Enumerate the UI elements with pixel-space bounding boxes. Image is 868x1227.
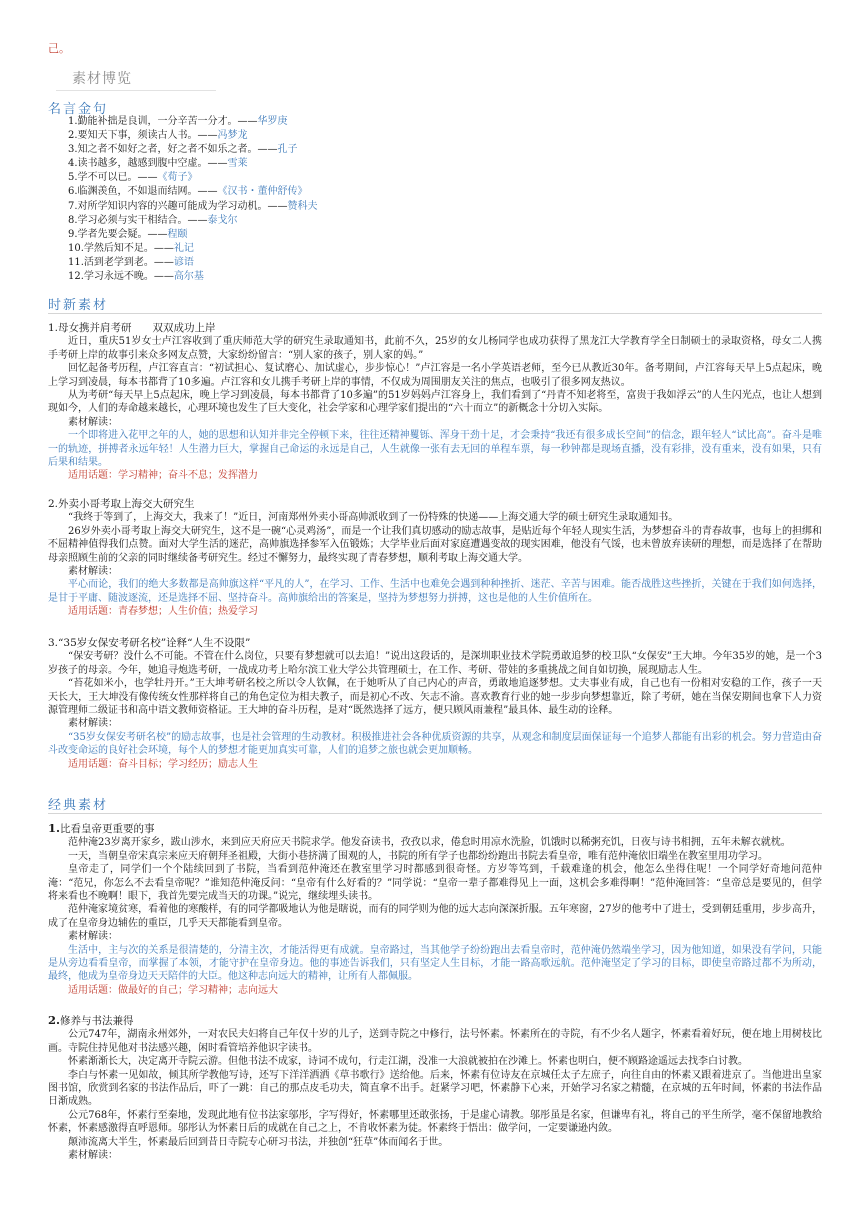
quote-item <box>68 200 788 214</box>
article-paragraph: 怀素渐渐长大，决定离开寺院云游。但他书法不成家，诗词不成句，行走江湖，没准一大浪就被拍在沙滩上。怀素也明白，便不顾路途遥远去找李白讨教。 <box>68 1056 748 1068</box>
article-title-text: 修养与书法兼得 <box>60 1015 134 1027</box>
topics-text: 适用话题：奋斗目标；学习经历；励志人生 <box>68 758 258 770</box>
article-title <box>48 822 822 836</box>
quote-source: 华罗庚 <box>257 116 288 127</box>
quote-item <box>68 228 788 242</box>
article-paragraph: 回忆起备考历程，卢江容直言：“初试担心、复试磨心、加试虚心，步步惊心！”卢江容是一名小学英语老师，至今已从教近30年。备考期间，卢江容每天早上5点起床，晚上学习到凌晨，每本书都背了10多遍。卢江容和女儿携手考研上岸的事情，不仅成为周围朋友关注的焦点，也吸引了很多网友热议。 <box>48 363 822 388</box>
quote-item <box>68 256 788 270</box>
analysis-text: 平心而论，我们的绝大多数都是高帅旗这样“平凡的人”，在学习、工作、生活中也难免会遇到种种挫折、迷茫、辛苦与困难。能否战胜这些挫折，关键在于我们如何选择，是甘于平庸、随波逐流，还是选择不屈、坚持奋斗。高帅旗给出的答案是，坚持为梦想努力拼搏，这也是他的人生价值所在。 <box>48 579 822 604</box>
quote-item <box>68 129 788 143</box>
quote-item <box>68 270 788 284</box>
quote-text: 6.临渊羡鱼，不如退而结网。—— <box>68 186 218 198</box>
quote-item <box>68 185 788 199</box>
article-paragraph: 26岁外卖小哥考取上海交大研究生，这不是一碗“心灵鸡汤”，而是一个让我们真切感动的励志故事，是贴近每个年轻人现实生活，为梦想奋斗的青春故事，也每上的担绑和不屈精神值得我们点赞。面对大学生活的迷茫，高帅旗选择参军入伍锻炼；大学毕业后面对家庭遭遇变故的现实困难，他没有气馁，也未曾放弃读研的理想，而是选择了在帮助母亲照顾生前的父亲的同时继续备考研究生。经过不懈努力，最终实现了青春梦想，顺利考取上海交通大学。 <box>48 525 822 564</box>
quote-text: 2.要知天下事，须读古人书。—— <box>68 130 218 142</box>
quote-item <box>68 143 788 157</box>
article-paragraph: “我终于等到了，上海交大，我来了！”近日，河南郑州外卖小哥高帅派收到了一份特殊的快递——上海交通大学的硕士研究生录取通知书。 <box>68 512 679 524</box>
quote-source: 《汉书・董仲舒传》 <box>217 186 308 198</box>
quote-source: 礼记 <box>173 242 194 254</box>
analysis-label: 素材解读： <box>68 566 118 578</box>
current-article-3 <box>48 637 822 771</box>
article-number: 1. <box>48 821 61 835</box>
article-title: 2.外卖小哥考取上海交大研究生 <box>48 498 195 510</box>
analysis-label: 素材解读： <box>68 931 118 943</box>
quote-item <box>68 171 788 185</box>
analysis-text: “35岁女保安考研名校”的励志故事，也是社会管理的生动教材。积极推进社会各种优质资源的共享，从观念和制度层面保证每一个追梦人都能有出彩的机会。努力营造由奋斗改变命运的良好社会环境，每个人的梦想才能更加真实可靠，人们的追梦之旅也就会更加顺畅。 <box>48 731 822 757</box>
article-paragraph: 李白与怀素一见如故，倾其所学教他写诗，还写下洋洋洒洒《草书歌行》送给他。后来，怀素有位诗友在京城任太子左庶子，向往自由的怀素又跟着进京了。当他进出皇家图书馆，欣赏到名家的书法作品后，吓了一跳：自己的那点皮毛功夫，简直拿不出手。赶紧学习吧，怀素静下心来，开始学习名家之精髓，在京城的五年时间，怀素的书法作品日渐成熟。 <box>48 1069 822 1108</box>
article-paragraph: 皇帝走了，同学们一个个陆续回到了书院，当看到范仲淹还在教室里学习时都感到很奇怪。方岁等笃到，千载难逢的机会，他怎么坐得住呢！一个同学好奇地问范仲淹：“范兄，你怎么不去看皇帝呢？”谁知范仲淹反问：“皇帝有什么好看的？”同学说：“皇帝一辈子都难得见上一面，这机会多难得啊！”范仲淹回答：“皇帝总是要见的，但学将来看也不晚啊！眼下，我首先要完成当天的功课。”说完，继续埋头读书。 <box>48 864 822 903</box>
quote-item <box>68 242 788 256</box>
analysis-label: 素材解读： <box>68 416 118 428</box>
article-paragraph: “保安考研？没什么不可能。不管在什么岗位，只要有梦想就可以去追！”说出这段话的，是深圳职业技术学院勇敢追梦的校卫队“女保安”王大坤。今年35岁的她，是一个3岁孩子的母亲。今年，她追寻炮选考研，一战成功考上哈尔滨工业大学公共管理硕士，在工作、考研、带娃的多重挑战之间自如切换，展现励志人生。 <box>48 651 822 676</box>
current-heading: 时新素材 <box>48 298 109 313</box>
current-article-2 <box>48 498 822 619</box>
quote-text: 5.学不可以已。—— <box>68 172 158 184</box>
quote-text: 8.学习必须与实干相结合。—— <box>68 214 208 226</box>
quote-source: 雪莱 <box>227 158 248 170</box>
classic-heading: 经典素材 <box>48 798 109 813</box>
topics-text: 适用话题：学习精神；奋斗不息；发挥潜力 <box>68 470 258 482</box>
banner-divider <box>56 90 216 91</box>
classic-article-1 <box>48 822 822 997</box>
quote-source: 高尔基 <box>173 271 204 283</box>
quote-text: 3.知之者不如好之者，好之者不如乐之者。—— <box>68 144 278 156</box>
analysis-label: 素材解读： <box>68 1150 118 1162</box>
quotes-heading: 名言金句 <box>48 102 109 117</box>
quote-source: 冯梦龙 <box>217 130 248 142</box>
quote-item <box>68 214 788 228</box>
quote-source: 程颐 <box>167 228 188 240</box>
quote-source: 谚语 <box>173 256 194 268</box>
topics-text: 适用话题：做最好的自己；学习精神；志向远大 <box>68 984 278 996</box>
article-paragraph: 从为考研“每天早上5点起床，晚上学习到凌晨，每本书都背了10多遍”的51岁妈妈卢江容身上，我们看到了“丹青不知老将至，富贵于我如浮云”的人生闪光点，也让人想到现如今，人们的寿命越来越长，心理环境也发生了巨大变化，社会学家和心理学家们提出的“六十而立”的新概念十分切入实际。 <box>48 390 822 415</box>
article-paragraph: 近日，重庆51岁女士卢江容收到了重庆师范大学的研究生录取通知书，此前不久，25岁的女儿杨同学也成功获得了黑龙江大学教育学全日制硕士的录取资格，母女二人携手考研上岸的故事引来众多网友点赞，大家纷纷留言：“别人家的孩子，别人家的妈。” <box>48 336 822 361</box>
classic-heading-divider <box>48 813 822 814</box>
top-fragment: 己。 <box>48 42 70 55</box>
quote-text: 4.读书越多，越感到腹中空虚。—— <box>68 158 228 170</box>
quote-text: 7.对所学知识内容的兴趣可能成为学习动机。—— <box>68 200 288 212</box>
analysis-label: 素材解读： <box>68 718 118 730</box>
quote-source: 赞科夫 <box>287 200 318 212</box>
section-banner: 素材博览 <box>72 71 132 87</box>
article-paragraph: “苔花如米小，也学牡丹开。”王大坤考研名校之所以令人钦佩，在于她听从了自己内心的声音，勇敢地追逐梦想。丈夫事业有成，自己也有一份相对安稳的工作，孩子一天天长大，王大坤没有像传统女性那样将自己的角色定位为相夫教子，而是初心不改、矢志不渝。喜欢教育行业的她一步步向梦想靠近，除了考研，她在当保安期间也拿下人力资源管理师二级证书和高中语文教师资格证。王大坤的奋斗历程，是对“既然选择了远方，便只顾风雨兼程”最具体、最生动的诠释。 <box>48 678 822 717</box>
article-title <box>48 1014 822 1028</box>
quote-item <box>68 157 788 171</box>
quote-item <box>68 115 788 129</box>
quote-source: 孔子 <box>277 144 298 156</box>
article-title: 1.母女携并肩考研 双双成功上岸 <box>48 322 216 334</box>
quote-source: 泰戈尔 <box>207 214 238 226</box>
quote-text: 11.活到老学到老。—— <box>68 256 174 268</box>
analysis-text: 生活中，主与次的关系是很清楚的，分清主次，才能活得更有成就。皇帝路过，当其他学子纷纷跑出去看皇帝时，范仲淹仍然端坐学习，因为他知道，如果没有学问，只能是从旁边看看皇帝，而掌握了本领，才能守护在皇帝身边。他的事迹告诉我们，只有坚定人生目标，才能一路高歌远航。范仲淹坚定了学习的目标，即使皇帝路过都不为所动，最终，他成为皇帝身边天天陪伴的大臣。他这种志向远大的精神，让所有人都佩服。 <box>48 944 822 983</box>
quote-text: 1.勤能补拙是良训，一分辛苦一分才。—— <box>68 116 258 127</box>
analysis-text: 一个即将进入花甲之年的人，她的思想和认知并非完全停顿下来，往往还精神矍铄、浑身干劲十足，才会秉持“我还有很多成长空间”的信念，跟年轻人“试比高”。奋斗是唯一的轨迹，拼搏者永远年轻！人生潜力巨大，掌握自己命运的永远是自己，人生就像一张有去无回的单程车票，每一秒钟都是现场直播，没有彩排，没有重来，没有如果，只有后果和结果。 <box>48 430 822 469</box>
article-paragraph: 公元768年，怀素行至秦地，发现此地有位书法家邬彤，字写得好，怀素哪里还敢张扬，于是虚心请教。邬彤虽是名家，但谦卑有礼，将自己的平生所学，毫不保留地教给怀素，怀素感激得直呼恩师。邬彤认为怀素日后的成就在自己之上，不肯收怀素为徒。怀素终于悟出：做学问，一定要谦逊内敛。 <box>48 1109 822 1135</box>
article-paragraph: 范仲淹家境贫寒，看着他的寒酸样，有的同学都吸地认为他是瞎说，而有的同学则为他的远大志向深深折服。五年寒窗，27岁的他考中了进士，受到朝廷重用，步步高升，成了在皇帝身边辅佐的重臣，几乎天天都能看到皇帝。 <box>48 904 822 929</box>
current-article-1 <box>48 322 822 483</box>
topics-text: 适用话题：青春梦想；人生价值；热爱学习 <box>68 606 258 618</box>
quote-text: 10.学然后知不足。—— <box>68 242 174 254</box>
quote-text: 9.学者先要会疑。—— <box>68 228 168 240</box>
quote-text: 12.学习永远不晚。—— <box>68 271 174 283</box>
quotes-list <box>68 115 788 284</box>
article-paragraph: 颠沛流离大半生，怀素最后回到昔日寺院专心研习书法，并独创“狂草”体而闻名于世。 <box>68 1136 449 1148</box>
quote-source: 《荀子》 <box>157 172 198 184</box>
article-paragraph: 公元747年，湖南永州郊外，一对农民夫妇将自己年仅十岁的儿子，送到寺院之中修行，法号怀素。怀素所在的寺院，有不少名人题字，怀素看着好玩，便在地上用树枝比画。寺院住持见他对书法感兴趣，闲时看管培养他识字读书。 <box>48 1029 822 1054</box>
article-paragraph: 范仲淹23岁离开家乡，跋山涉水，来到应天府应天书院求学。他发奋读书，孜孜以求，倦怠时用凉水洗脸，饥饿时以稀粥充饥，日夜与诗书相拥，五年未解衣就枕。 <box>68 837 791 849</box>
current-heading-divider <box>48 313 822 314</box>
article-number: 2. <box>48 1013 61 1027</box>
article-title: 3.“35岁女保安考研名校”诠释“人生不设限” <box>48 637 251 649</box>
article-title-text: 比看皇帝更重要的事 <box>60 823 155 835</box>
article-paragraph: 一天，当朝皇帝宋真宗来应天府朝拜圣祖殿，大街小巷挤满了围观的人，书院的所有学子也都纷纷跑出书院去看皇帝，唯有范仲淹依旧端坐在教室里用功学习。 <box>68 850 768 862</box>
classic-article-2 <box>48 1014 822 1162</box>
